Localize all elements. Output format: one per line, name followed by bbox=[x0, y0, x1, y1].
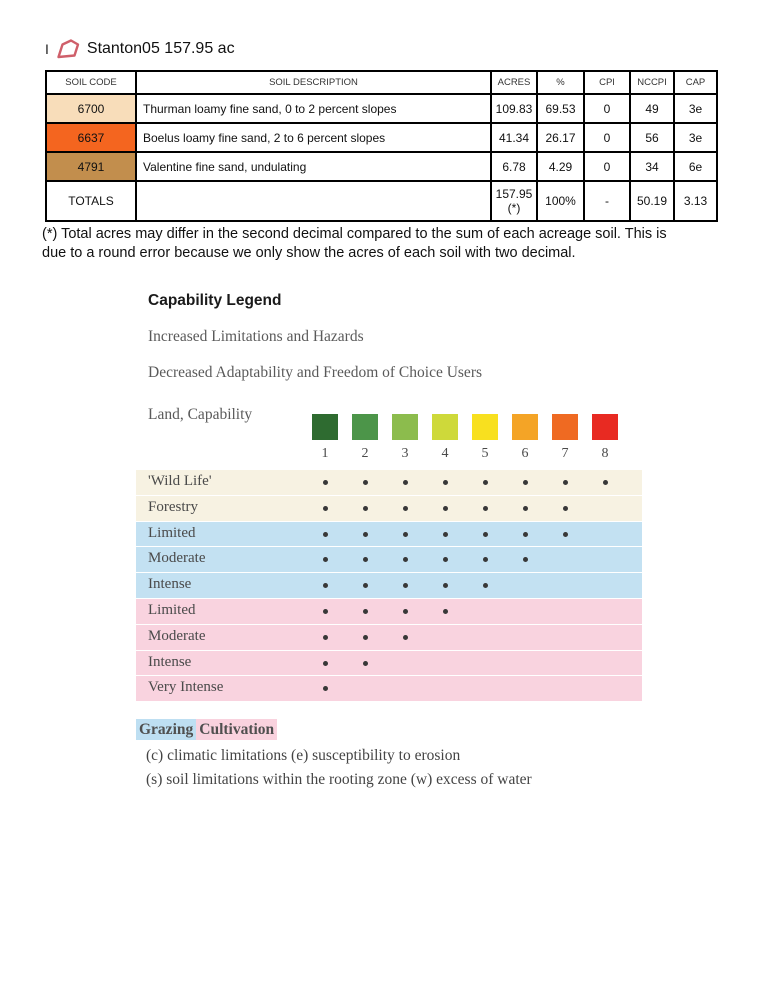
soil-table bbox=[45, 70, 718, 222]
table-row bbox=[46, 152, 717, 181]
page-title: Stanton05 157.95 ac bbox=[86, 39, 235, 57]
totals-acres-cell: 157.95(*) bbox=[491, 181, 537, 221]
capability-dot bbox=[443, 583, 448, 588]
capability-dot bbox=[443, 532, 448, 537]
capability-dot bbox=[523, 506, 528, 511]
legend-row bbox=[136, 547, 642, 573]
col-header-soil-code: SOIL CODE bbox=[46, 71, 136, 94]
scale-label: Land, Capability bbox=[148, 406, 253, 423]
capability-dot bbox=[323, 609, 328, 614]
capability-dot bbox=[363, 635, 368, 640]
legend-row bbox=[136, 651, 642, 677]
capability-dot bbox=[323, 661, 328, 666]
capability-dot bbox=[323, 557, 328, 562]
capability-dot bbox=[363, 661, 368, 666]
capability-dot bbox=[323, 532, 328, 537]
legend-rows bbox=[136, 470, 642, 702]
cpi-cell: 0 bbox=[584, 123, 630, 152]
legend-row-label: Moderate bbox=[148, 550, 206, 567]
cpi-cell: 0 bbox=[584, 94, 630, 123]
capability-dot bbox=[323, 583, 328, 588]
capability-dot bbox=[323, 635, 328, 640]
scale-number: 6 bbox=[521, 446, 529, 461]
capability-color-swatch bbox=[432, 414, 458, 440]
legend-row-label: Limited bbox=[148, 524, 196, 541]
col-header-pct: % bbox=[537, 71, 584, 94]
legend-row bbox=[136, 573, 642, 599]
col-header-acres: ACRES bbox=[491, 71, 537, 94]
capability-dot bbox=[363, 506, 368, 511]
cpi-cell: 0 bbox=[584, 152, 630, 181]
legend-row-label: Very Intense bbox=[148, 679, 224, 696]
scale-number: 1 bbox=[321, 446, 329, 461]
footnote-line-1: (*) Total acres may differ in the second decimal compared to the sum of each acreage soil. This is bbox=[42, 226, 667, 242]
cap-cell: 3e bbox=[674, 123, 717, 152]
capability-dot bbox=[603, 480, 608, 485]
capability-dot bbox=[363, 480, 368, 485]
acres-cell: 109.83 bbox=[491, 94, 537, 123]
legend-row-label: Forestry bbox=[148, 498, 198, 515]
table-row bbox=[46, 94, 717, 123]
legend-row-label: Moderate bbox=[148, 627, 206, 644]
legend-row bbox=[136, 599, 642, 625]
capability-dot bbox=[563, 532, 568, 537]
capability-color-swatch bbox=[592, 414, 618, 440]
scale-number: 2 bbox=[361, 446, 369, 461]
table-footnote bbox=[42, 225, 752, 263]
scale-number: 5 bbox=[481, 446, 489, 461]
capability-dot bbox=[483, 557, 488, 562]
capability-dot bbox=[403, 557, 408, 562]
capability-dot bbox=[363, 609, 368, 614]
totals-cpi-cell: - bbox=[584, 181, 630, 221]
scale-number: 4 bbox=[441, 446, 449, 461]
legend-row-label: 'Wild Life' bbox=[148, 473, 212, 489]
acres-cell: 6.78 bbox=[491, 152, 537, 181]
capability-color-swatch bbox=[352, 414, 378, 440]
capability-dot bbox=[483, 583, 488, 588]
soil-code-cell: 6700 bbox=[46, 94, 136, 123]
totals-pct-cell: 100% bbox=[537, 181, 584, 221]
capability-dot bbox=[403, 583, 408, 588]
legend-note-1: (c) climatic limitations (e) susceptibility to erosion bbox=[146, 747, 461, 764]
legend-note-2: (s) soil limitations within the rooting zone (w) excess of water bbox=[146, 771, 532, 788]
legend-subtitle-1: Increased Limitations and Hazards bbox=[148, 328, 364, 345]
col-header-soil-description: SOIL DESCRIPTION bbox=[136, 71, 491, 94]
table-header-row bbox=[46, 71, 717, 94]
totals-nccpi-cell: 50.19 bbox=[630, 181, 674, 221]
soil-code-cell: 6637 bbox=[46, 123, 136, 152]
legend-row bbox=[136, 625, 642, 651]
legend-title: Capability Legend bbox=[148, 292, 282, 309]
capability-dot bbox=[523, 557, 528, 562]
capability-dot bbox=[483, 532, 488, 537]
cap-cell: 6e bbox=[674, 152, 717, 181]
footnote-line-2: due to a round error because we only show the acres of each soil with two decimal. bbox=[42, 245, 576, 261]
totals-label-cell: TOTALS bbox=[46, 181, 136, 221]
legend-key-grazing: Grazing bbox=[136, 719, 196, 740]
capability-dot bbox=[443, 609, 448, 614]
report-header bbox=[45, 38, 235, 59]
capability-dot bbox=[563, 506, 568, 511]
capability-dot bbox=[323, 480, 328, 485]
soil-table-body bbox=[46, 94, 717, 181]
capability-dot bbox=[523, 532, 528, 537]
capability-dot bbox=[483, 480, 488, 485]
legend-row bbox=[136, 496, 642, 522]
capability-dot bbox=[443, 557, 448, 562]
soil-description-cell: Boelus loamy fine sand, 2 to 6 percent slopes bbox=[136, 123, 491, 152]
legend-subtitle-2: Decreased Adaptability and Freedom of Choice Users bbox=[148, 364, 483, 381]
legend-row bbox=[136, 470, 642, 496]
col-header-cap: CAP bbox=[674, 71, 717, 94]
capability-dot bbox=[403, 635, 408, 640]
capability-dot bbox=[403, 506, 408, 511]
pct-cell: 26.17 bbox=[537, 123, 584, 152]
scale-number: 8 bbox=[601, 446, 609, 461]
legend-keys bbox=[136, 721, 277, 739]
soil-description-cell: Valentine fine sand, undulating bbox=[136, 152, 491, 181]
nccpi-cell: 56 bbox=[630, 123, 674, 152]
legend-row-label: Intense bbox=[148, 576, 192, 593]
capability-dot bbox=[443, 480, 448, 485]
capability-dot bbox=[403, 609, 408, 614]
pct-cell: 69.53 bbox=[537, 94, 584, 123]
capability-dot bbox=[323, 506, 328, 511]
legend-row-label: Limited bbox=[148, 601, 196, 618]
acres-cell: 41.34 bbox=[491, 123, 537, 152]
soil-description-cell: Thurman loamy fine sand, 0 to 2 percent slopes bbox=[136, 94, 491, 123]
legend-key-cultivation: Cultivation bbox=[196, 719, 277, 740]
capability-dot bbox=[523, 480, 528, 485]
capability-color-swatch bbox=[552, 414, 578, 440]
capability-dot bbox=[363, 532, 368, 537]
capability-dot bbox=[563, 480, 568, 485]
capability-dot bbox=[443, 506, 448, 511]
col-header-cpi: CPI bbox=[584, 71, 630, 94]
col-header-nccpi: NCCPI bbox=[630, 71, 674, 94]
pct-cell: 4.29 bbox=[537, 152, 584, 181]
table-row bbox=[46, 123, 717, 152]
scale-number: 3 bbox=[401, 446, 409, 461]
scale-number: 7 bbox=[561, 446, 569, 461]
header-prefix: I bbox=[45, 40, 49, 57]
capability-dot bbox=[363, 557, 368, 562]
capability-color-swatch bbox=[472, 414, 498, 440]
capability-dot bbox=[363, 583, 368, 588]
totals-row bbox=[46, 181, 717, 221]
capability-color-swatch bbox=[512, 414, 538, 440]
capability-dot bbox=[483, 506, 488, 511]
capability-color-swatch bbox=[392, 414, 418, 440]
capability-legend-panel bbox=[136, 278, 642, 712]
capability-dot bbox=[323, 686, 328, 691]
nccpi-cell: 34 bbox=[630, 152, 674, 181]
capability-color-swatch bbox=[312, 414, 338, 440]
legend-row bbox=[136, 676, 642, 702]
totals-description-cell bbox=[136, 181, 491, 221]
capability-dot bbox=[403, 532, 408, 537]
legend-row-label: Intense bbox=[148, 653, 192, 670]
parcel-polygon-icon bbox=[56, 38, 80, 59]
nccpi-cell: 49 bbox=[630, 94, 674, 123]
cap-cell: 3e bbox=[674, 94, 717, 123]
soil-code-cell: 4791 bbox=[46, 152, 136, 181]
capability-dot bbox=[403, 480, 408, 485]
totals-cap-cell: 3.13 bbox=[674, 181, 717, 221]
legend-row bbox=[136, 522, 642, 548]
